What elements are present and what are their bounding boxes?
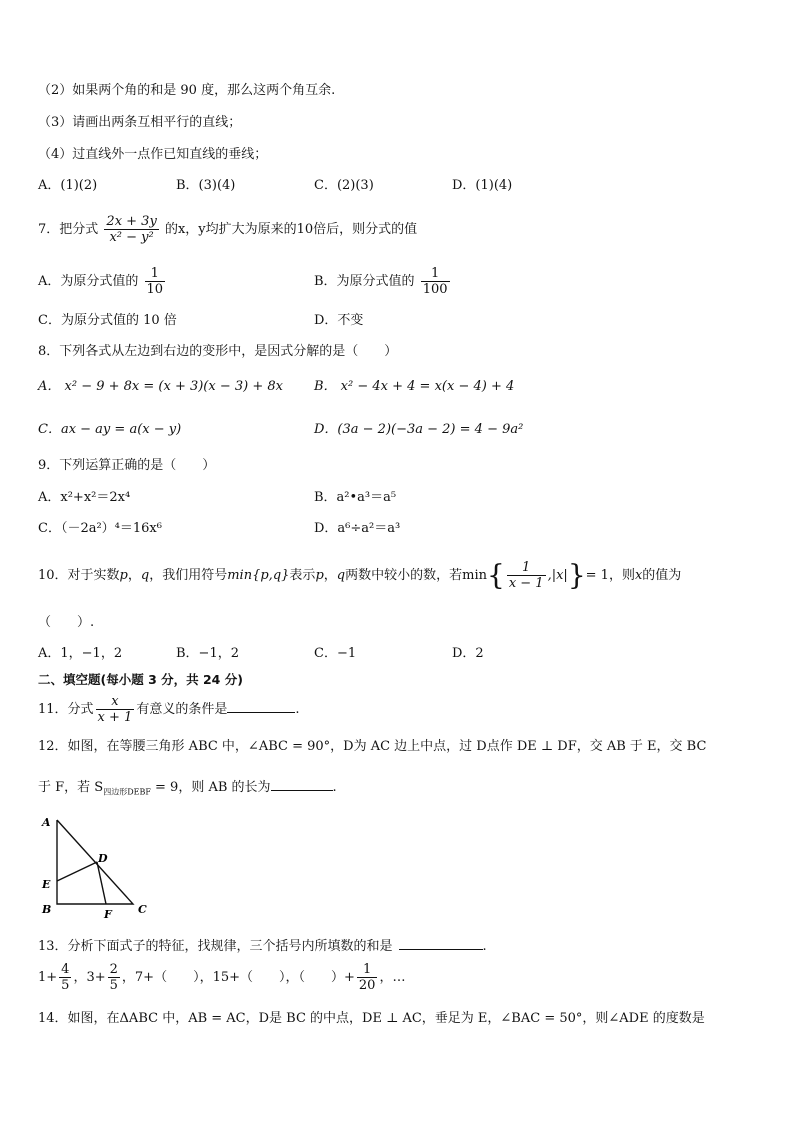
- label-b: B: [42, 903, 52, 916]
- q10-var-x: x: [634, 568, 643, 583]
- q13-frac1-num: 4: [61, 962, 70, 977]
- q10-paren: （ ）.: [38, 615, 95, 630]
- label-c: C: [138, 903, 147, 916]
- q7-option-a-text: A．为原分式值的: [38, 274, 139, 289]
- q7-stem: [38, 214, 417, 245]
- q10-option-a: A．1，−1，2: [38, 646, 123, 661]
- q9-option-b: B．a²•a³＝a⁵: [314, 490, 397, 505]
- q11-num: x: [96, 694, 135, 710]
- q11-fraction: [96, 694, 135, 725]
- q10-var-p: p: [119, 568, 128, 583]
- q10-option-b: B．−1，2: [176, 646, 239, 661]
- segment-de: [57, 862, 97, 881]
- q7-option-a: [38, 266, 167, 297]
- q8-option-d: D．(3a − 2)(−3a − 2) = 4 − 9a²: [314, 422, 524, 437]
- q12-answer-blank: [271, 776, 333, 791]
- q10-part2: ，我们用符号: [149, 568, 228, 583]
- q7-numerator: 2x + 3y: [106, 214, 157, 229]
- q6-item-4: （4）过直线外一点作已知直线的垂线；: [38, 147, 268, 162]
- q7-option-a-den: 10: [146, 282, 164, 297]
- q10-equals: = 1: [585, 568, 609, 583]
- q10-option-c: C．−1: [314, 646, 357, 661]
- q7-option-b-den: 100: [422, 282, 448, 297]
- q13-frac1: [59, 962, 71, 993]
- q7-suffix: 的x，y均扩大为原来的10倍后，则分式的值: [164, 222, 418, 237]
- label-a: A: [42, 816, 51, 829]
- q7-option-b-text: B．为原分式值的: [314, 274, 415, 289]
- label-e: E: [42, 878, 51, 891]
- triangle-abc: [57, 820, 133, 904]
- q13-sequence: [38, 962, 405, 993]
- q13-term3: ，7+（ ），15+（ ），（ ）+: [121, 970, 355, 985]
- q10-var-p2: p: [315, 568, 324, 583]
- q14-stem: 14．如图，在ΔABC 中，AB = AC，D是 BC 的中点，DE ⊥ AC，垂足为 E，∠BAC = 50°，则∠ADE 的度数是: [38, 1011, 705, 1026]
- q7-option-c: C．为原分式值的 10 倍: [38, 313, 177, 328]
- q11-answer-blank: [227, 698, 295, 713]
- q10-part5: ，则: [608, 568, 635, 583]
- q10-part1: 10．对于实数: [38, 568, 120, 583]
- q6-option-d: D．(1)(4): [452, 178, 513, 193]
- q12-line2b: = 9，则 AB 的长为: [150, 780, 271, 795]
- label-f: F: [104, 908, 112, 921]
- q9-option-c: C．（－2a²）⁴＝16x⁶: [38, 521, 162, 536]
- q6-option-b: B．(3)(4): [176, 178, 236, 193]
- q10-part4: 两数中较小的数，若: [345, 568, 463, 583]
- q12-line1: 12．如图，在等腰三角形 ABC 中，∠ABC = 90°，D为 AC 边上中点，过 D点作 DE ⊥ DF，交 AB 于 E，交 BC: [38, 739, 707, 754]
- q6-item-2: （2）如果两个角的和是 90 度，那么这两个角互余.: [38, 83, 336, 98]
- q9-option-d: D．a⁶÷a²＝a³: [314, 521, 401, 536]
- q13-frac2-num: 2: [109, 962, 118, 977]
- q13-answer-blank: [399, 935, 483, 950]
- q7-prefix: 7．把分式: [38, 222, 99, 237]
- q7-option-a-num: 1: [145, 266, 166, 282]
- q7-option-d: D．不变: [314, 313, 364, 328]
- q10-abs-x: ,|x|: [547, 568, 568, 583]
- q6-option-c: C．(2)(3): [314, 178, 374, 193]
- q7-option-b: [314, 266, 452, 297]
- q10-frac-den: x − 1: [508, 576, 544, 591]
- q13-term1: 1+: [38, 970, 58, 985]
- q8-option-b: B． x² − 4x + 4 = x(x − 4) + 4: [314, 379, 515, 394]
- q10-min-pq: min{p,q}: [227, 568, 290, 583]
- q9-option-a: A．x²+x²＝2x⁴: [38, 490, 131, 505]
- q7-option-a-fraction: [145, 266, 166, 297]
- q13-stem-text: 13．分析下面式子的特征，找规律，三个括号内所填数的和是: [38, 939, 393, 954]
- q10-frac-num: 1: [507, 560, 546, 576]
- q13-term2: ，3+: [73, 970, 106, 985]
- q10-option-d: D．2: [452, 646, 484, 661]
- q7-fraction: [104, 214, 158, 245]
- q13-frac1-den: 5: [61, 978, 70, 993]
- q8-option-c: C．ax − ay = a(x − y): [38, 422, 182, 437]
- q10-part3: 表示: [289, 568, 316, 583]
- q11-suffix: 有意义的条件是: [136, 702, 228, 717]
- q12-figure: [36, 812, 156, 922]
- q10-left-brace: {: [486, 558, 505, 592]
- q10-part6: 的值为: [642, 568, 682, 583]
- q8-stem: 8．下列各式从左边到右边的变形中，是因式分解的是（ ）: [38, 344, 398, 359]
- q10-right-brace: }: [567, 558, 586, 592]
- q7-denominator: x² − y²: [109, 230, 154, 245]
- q7-option-b-num: 1: [421, 266, 450, 282]
- q13-frac3-den: 20: [358, 978, 376, 993]
- q10-min-label: min: [462, 568, 487, 583]
- q13-frac3: [357, 962, 378, 993]
- q13-frac2: [108, 962, 120, 993]
- q12-area-subscript: 四边形DEBF: [103, 787, 151, 797]
- q6-option-a: A．(1)(2): [38, 178, 98, 193]
- q13-frac3-num: 1: [357, 962, 378, 978]
- q8-option-a: A． x² − 9 + 8x = (x + 3)(x − 3) + 8x: [38, 379, 283, 394]
- q7-option-b-fraction: [421, 266, 450, 297]
- q10-fraction: [507, 560, 546, 591]
- q13-term4: ，…: [379, 970, 406, 985]
- label-d: D: [98, 852, 108, 865]
- q11-den: x + 1: [97, 710, 133, 725]
- q10-stem: 10．对于实数p，q，我们用符号min{p,q}表示p，q两数中较小的数，若min{ $\frac{1}{x - 1}$ ,|x|}= 1，则x的值为: [38, 558, 682, 592]
- q6-item-3: （3）请画出两条互相平行的直线；: [38, 115, 242, 130]
- q11-prefix: 11．分式: [38, 702, 94, 717]
- q13-frac2-den: 5: [109, 978, 118, 993]
- q9-stem: 9．下列运算正确的是（ ）: [38, 458, 216, 473]
- q12-line2: 于 F，若 $S_{四边形DEBF} = 9$，则 AB 的长为 .: [38, 776, 337, 802]
- q12-line2a: 于 F，若 S: [38, 780, 104, 795]
- section-2-heading: 二、填空题(每小题 3 分，共 24 分): [38, 672, 243, 687]
- q13-stem: 13．分析下面式子的特征，找规律，三个括号内所填数的和是 .: [38, 935, 487, 956]
- q10-var-q2: q: [336, 568, 346, 583]
- q11-stem: 11．分式 $\frac{x}{x + 1}$ 有意义的条件是 .: [38, 694, 300, 725]
- q10-var-q: q: [140, 568, 150, 583]
